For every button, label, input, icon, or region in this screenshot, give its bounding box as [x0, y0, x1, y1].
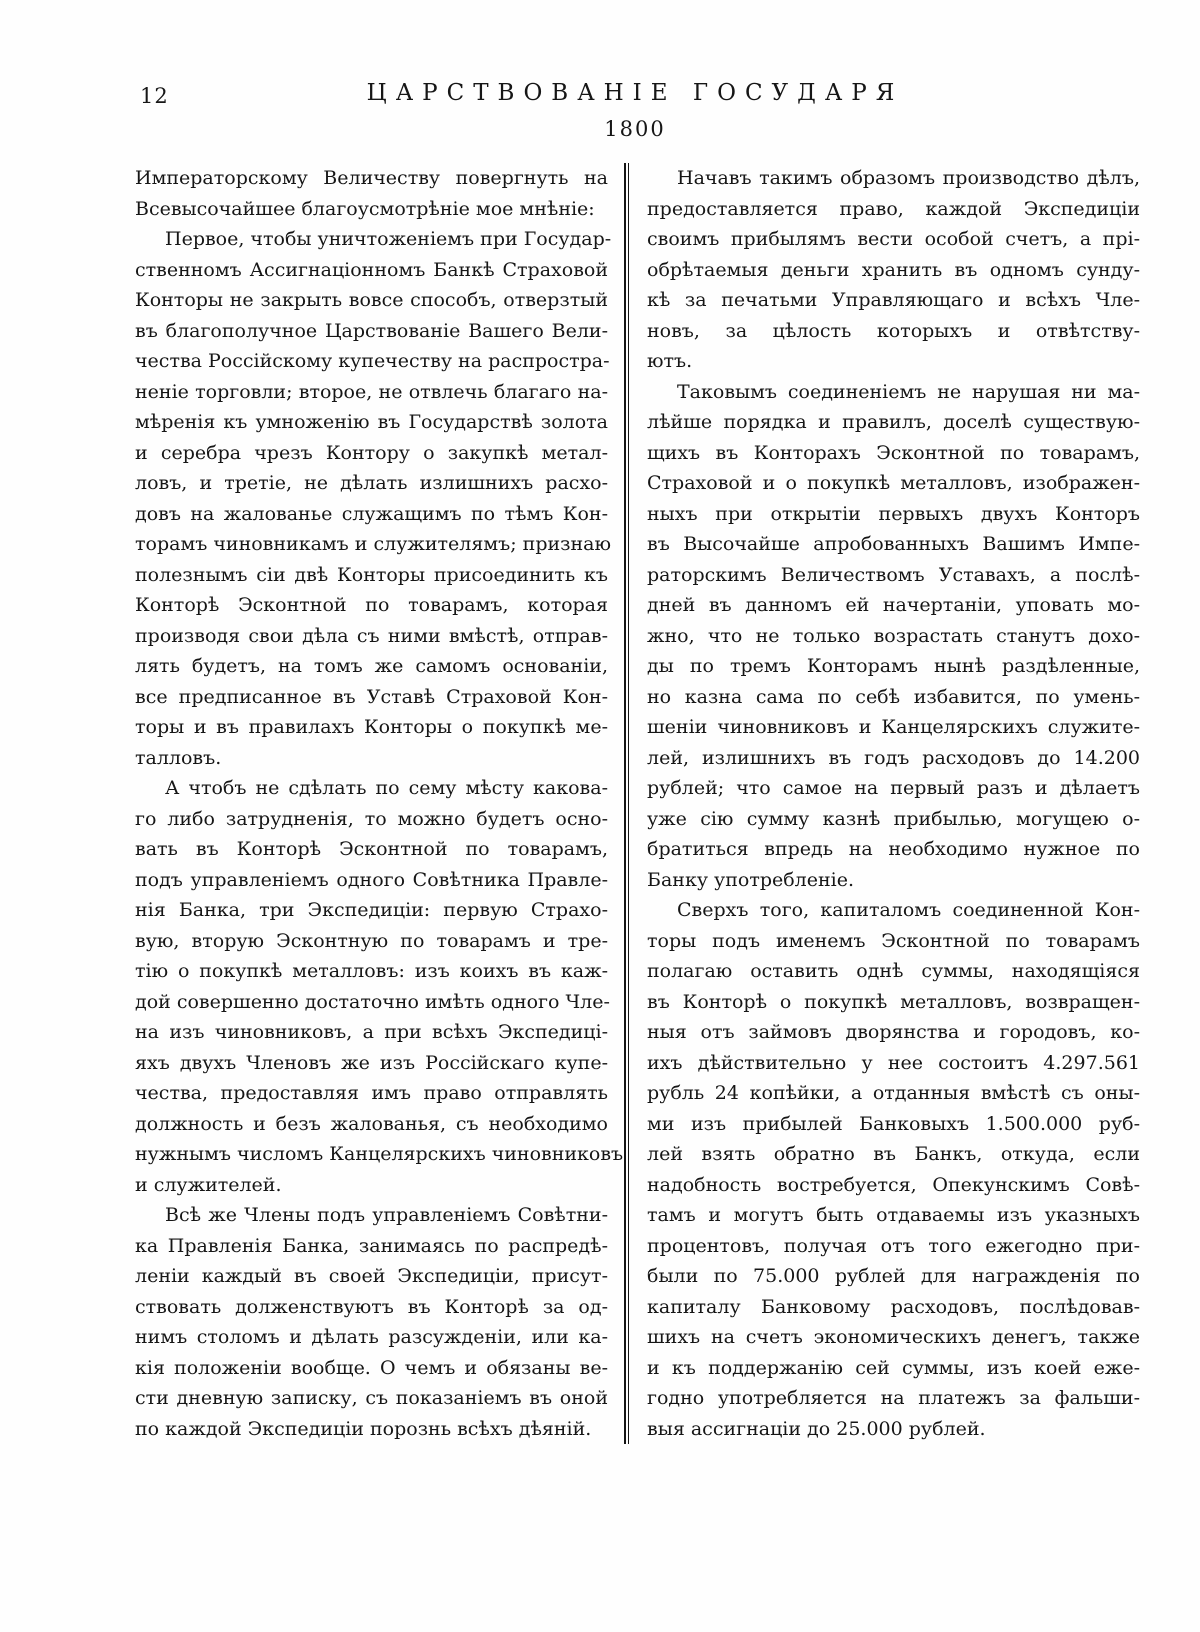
- text-line: вать въ Конторѣ Эсконтной по товарамъ,: [135, 838, 608, 860]
- text-line: ихъ дѣйствительно у нее состоитъ 4.297.561: [647, 1051, 1140, 1074]
- text-line: въ Конторѣ о покупкѣ металловъ, возвращен-: [647, 990, 1140, 1013]
- text-line: Императорскому Величеству повергнуть на: [135, 167, 608, 189]
- text-line: рублей; что самое на первый разъ и дѣлаетъ: [647, 777, 1140, 799]
- text-line: дней въ данномъ ей начертаніи, уповать мо-: [647, 594, 1140, 616]
- text-line: леніи каждый въ своей Экспедиціи, присут-: [135, 1265, 608, 1287]
- text-line: выя ассигнаціи до 25.000 рублей.: [647, 1417, 986, 1440]
- text-line: чества Россійскому купечеству на распростра-: [135, 350, 610, 372]
- text-line: тію о покупкѣ металловъ: изъ коихъ въ каж-: [135, 960, 608, 982]
- text-line: и къ поддержанію сей суммы, изъ коей еже-: [647, 1356, 1140, 1379]
- text-line: и серебра чрезъ Контору о закупкѣ метал-: [135, 441, 608, 464]
- text-line: по каждой Экспедиціи порознь всѣхъ дѣяній.: [135, 1417, 592, 1440]
- text-line: надобность востребуется, Опекунскимъ Совѣ-: [647, 1173, 1140, 1196]
- text-line: неніе торговли; второе, не отвлечь благаго на-: [135, 380, 608, 403]
- text-line: раторскимъ Величествомъ Уставахъ, а послѣ-: [647, 563, 1140, 586]
- text-line: нужнымъ числомъ Канцелярскихъ чиновниковъ: [135, 1143, 624, 1165]
- text-line: ка Правленія Банка, занимаясь по распредѣ-: [135, 1234, 608, 1257]
- text-line: лей взять обратно въ Банкъ, откуда, если: [647, 1143, 1140, 1165]
- text-line: яхъ двухъ Членовъ же изъ Россійскаго купе-: [135, 1051, 608, 1074]
- text-line: довъ на жалованье служащимъ по тѣмъ Кон-: [135, 502, 608, 525]
- text-line: кѣ за печатьми Управляющаго и всѣхъ Чле-: [647, 289, 1140, 311]
- page-title: ЦАРСТВОВАНІЕ ГОСУДАРЯ: [366, 80, 904, 106]
- text-line: сти дневную записку, съ показаніемъ въ оной: [135, 1387, 608, 1409]
- text-line: на изъ чиновниковъ, а при всѣхъ Экспедиці-: [135, 1021, 608, 1043]
- text-line: ственномъ Ассигнаціонномъ Банкѣ Страховой: [135, 258, 608, 281]
- text-line: Конторы не закрыть вовсе способъ, отверзтый: [135, 289, 608, 311]
- text-line: новъ, за цѣлость которыхъ и отвѣтству-: [647, 319, 1140, 342]
- text-line: А чтобъ не сдѣлать по сему мѣсту какова-: [165, 777, 608, 799]
- text-line: чества, предоставляя имъ право отправлять: [135, 1082, 608, 1104]
- text-line: ми изъ прибылей Банковыхъ 1.500.000 руб-: [647, 1112, 1140, 1135]
- text-line: Начавъ такимъ образомъ производство дѣлъ,: [677, 167, 1140, 189]
- text-line: Всѣ же Члены подъ управленіемъ Совѣтни-: [165, 1204, 608, 1226]
- text-line: рубль 24 копѣйки, а отданныя вмѣстѣ съ оны-: [647, 1082, 1140, 1104]
- text-line: нимъ столомъ и дѣлать разсужденіи, или ка-: [135, 1326, 608, 1348]
- text-line: Первое, чтобы уничтоженіемъ при Государ-: [165, 228, 612, 250]
- text-line: Таковымъ соединеніемъ не нарушая ни ма-: [677, 380, 1140, 403]
- text-line: торы и въ правилахъ Конторы о покупкѣ ме-: [135, 716, 608, 738]
- text-line: шеніи чиновниковъ и Канцелярскихъ служите-: [647, 716, 1140, 738]
- text-line: шихъ на счетъ экономическихъ денегъ, также: [647, 1326, 1140, 1348]
- text-line: въ благополучное Царствованіе Вашего Вели-: [135, 319, 608, 342]
- page-year: 1800: [604, 117, 666, 141]
- text-line: мѣренія къ умноженію въ Государствѣ золота: [135, 411, 608, 433]
- text-line: въ Высочайше апробованныхъ Вашимъ Импе-: [647, 533, 1140, 555]
- text-line: жно, что не только возрастать станутъ дохо-: [647, 624, 1140, 647]
- text-line: должность и безъ жалованья, съ необходимо: [135, 1112, 608, 1135]
- text-line: подъ управленіемъ одного Совѣтника Правле-: [135, 868, 608, 891]
- text-line: лѣйше порядка и правилъ, доселѣ существую-: [647, 411, 1140, 433]
- column-divider-rule: [624, 163, 629, 1444]
- text-line: но казна сама по себѣ избавится, по умень-: [647, 685, 1140, 708]
- text-line: торы подъ именемъ Эсконтной по товарамъ: [647, 929, 1140, 952]
- text-line: полезнымъ сіи двѣ Конторы присоединить къ: [135, 563, 608, 586]
- page-number: 12: [140, 84, 169, 108]
- text-columns: [0, 163, 1200, 1444]
- text-line: вую, вторую Эсконтную по товарамъ и тре-: [135, 929, 608, 952]
- text-line: ствовать долженствуютъ въ Конторѣ за од-: [135, 1295, 608, 1318]
- text-line: были по 75.000 рублей для награжденія по: [647, 1265, 1140, 1287]
- text-line: братиться впредь на необходимо нужное по: [647, 838, 1140, 860]
- text-line: тамъ и могутъ быть отдаваемы изъ указныхъ: [647, 1204, 1140, 1226]
- text-line: Сверхъ того, капиталомъ соединенной Кон-: [677, 899, 1140, 921]
- text-line: лять будетъ, на томъ же самомъ основаніи,: [135, 655, 608, 677]
- text-line: лей, излишнихъ въ годъ расходовъ до 14.200: [647, 746, 1140, 769]
- text-line: го либо затрудненія, то можно будетъ осно-: [135, 807, 608, 830]
- text-line: Всевысочайшее благоусмотрѣніе мое мнѣніе:: [135, 197, 595, 220]
- text-line: уже сію сумму казнѣ прибылью, могущею о-: [647, 807, 1140, 830]
- left-column: [135, 163, 624, 1444]
- text-line: ныхъ при открытіи первыхъ двухъ Конторъ: [647, 502, 1140, 525]
- text-line: дой совершенно достаточно имѣть одного Чле-: [135, 990, 610, 1013]
- text-line: ютъ.: [647, 350, 693, 372]
- text-line: талловъ.: [135, 746, 222, 769]
- text-line: капиталу Банковому расходовъ, послѣдовав-: [647, 1295, 1140, 1318]
- text-line: торамъ чиновникамъ и служителямъ; признаю: [135, 533, 612, 555]
- text-line: процентовъ, получая отъ того ежегодно при-: [647, 1234, 1140, 1257]
- text-line: Конторѣ Эсконтной по товарамъ, которая: [135, 594, 608, 616]
- text-line: Страховой и о покупкѣ металловъ, изображен-: [647, 472, 1140, 494]
- text-line: нія Банка, три Экспедиціи: первую Страхо-: [135, 899, 608, 921]
- text-line: щихъ въ Конторахъ Эсконтной по товарамъ,: [647, 441, 1140, 464]
- text-line: годно употребляется на платежъ за фальши-: [647, 1387, 1140, 1409]
- text-line: кія положеніи вообще. О чемъ и обязаны ве-: [135, 1356, 608, 1379]
- right-column: [647, 163, 1140, 1444]
- text-line: полагаю оставить однѣ суммы, находящіяся: [647, 960, 1140, 982]
- text-line: Банку употребленіе.: [647, 868, 855, 891]
- text-line: обрѣтаемыя деньги хранить въ одномъ сунду-: [647, 258, 1140, 281]
- text-line: предоставляется право, каждой Экспедиціи: [647, 197, 1140, 220]
- text-line: ловъ, и третіе, не дѣлать излишнихъ расхо-: [135, 472, 608, 494]
- text-line: своимъ прибылямъ вести особой счетъ, а прі-: [647, 228, 1140, 250]
- text-line: и служителей.: [135, 1173, 282, 1196]
- text-line: все предписанное въ Уставѣ Страховой Кон-: [135, 685, 608, 708]
- text-line: ды по тремъ Конторамъ нынѣ раздѣленные,: [647, 655, 1140, 677]
- text-line: ныя отъ займовъ дворянства и городовъ, ко-: [647, 1021, 1140, 1043]
- text-line: производя свои дѣла съ ними вмѣстѣ, отправ-: [135, 624, 608, 647]
- page-header: [0, 0, 1200, 163]
